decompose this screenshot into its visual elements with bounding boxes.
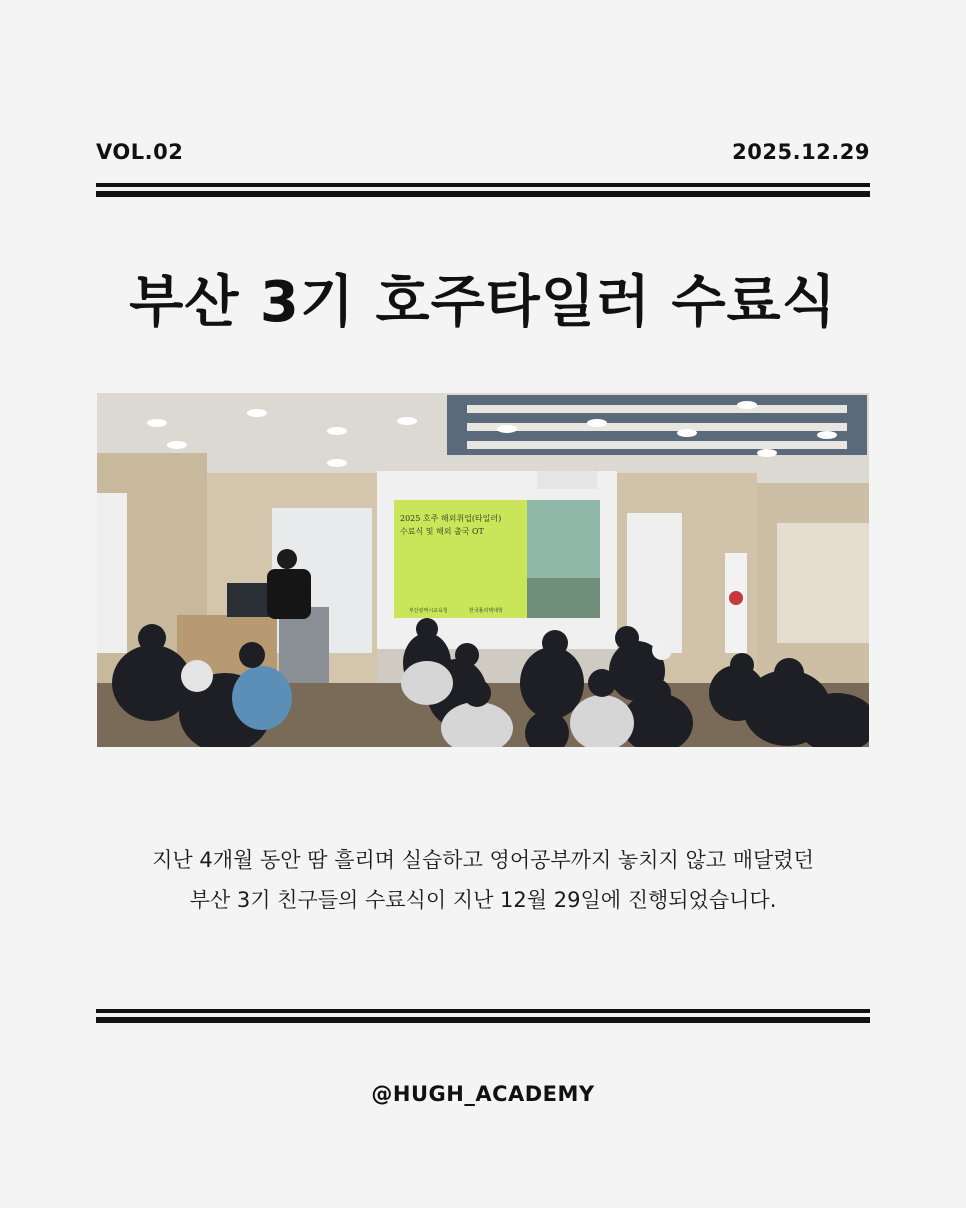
slide-title-line2: 수료식 및 해외 출국 OT xyxy=(400,527,484,536)
page-title: 부산 3기 호주타일러 수료식 xyxy=(129,270,837,335)
slide-logo-left: 부산광역시교육청 xyxy=(409,608,448,614)
slide-title-line1: 2025 호주 해외취업(타일러) xyxy=(400,514,502,523)
description-line-1: 지난 4개월 동안 땀 흘리며 실습하고 영어공부까지 놓치지 않고 매달렸던 xyxy=(152,848,814,872)
bottom-divider-thick xyxy=(96,1017,870,1023)
header xyxy=(96,140,870,176)
ceremony-photo xyxy=(97,393,869,747)
volume-label: VOL.02 xyxy=(96,140,184,164)
description xyxy=(0,840,966,920)
description-line-2: 부산 3기 친구들의 수료식이 지난 12월 29일에 진행되었습니다. xyxy=(189,888,777,912)
date-label: 2025.12.29 xyxy=(732,140,870,164)
bottom-divider-thin xyxy=(96,1009,870,1013)
top-divider-thick xyxy=(96,191,870,197)
slide-logo-right: 한국폴리텍대학 xyxy=(469,608,503,614)
account-handle: @HUGH_ACADEMY xyxy=(371,1082,595,1106)
top-divider-thin xyxy=(96,183,870,187)
